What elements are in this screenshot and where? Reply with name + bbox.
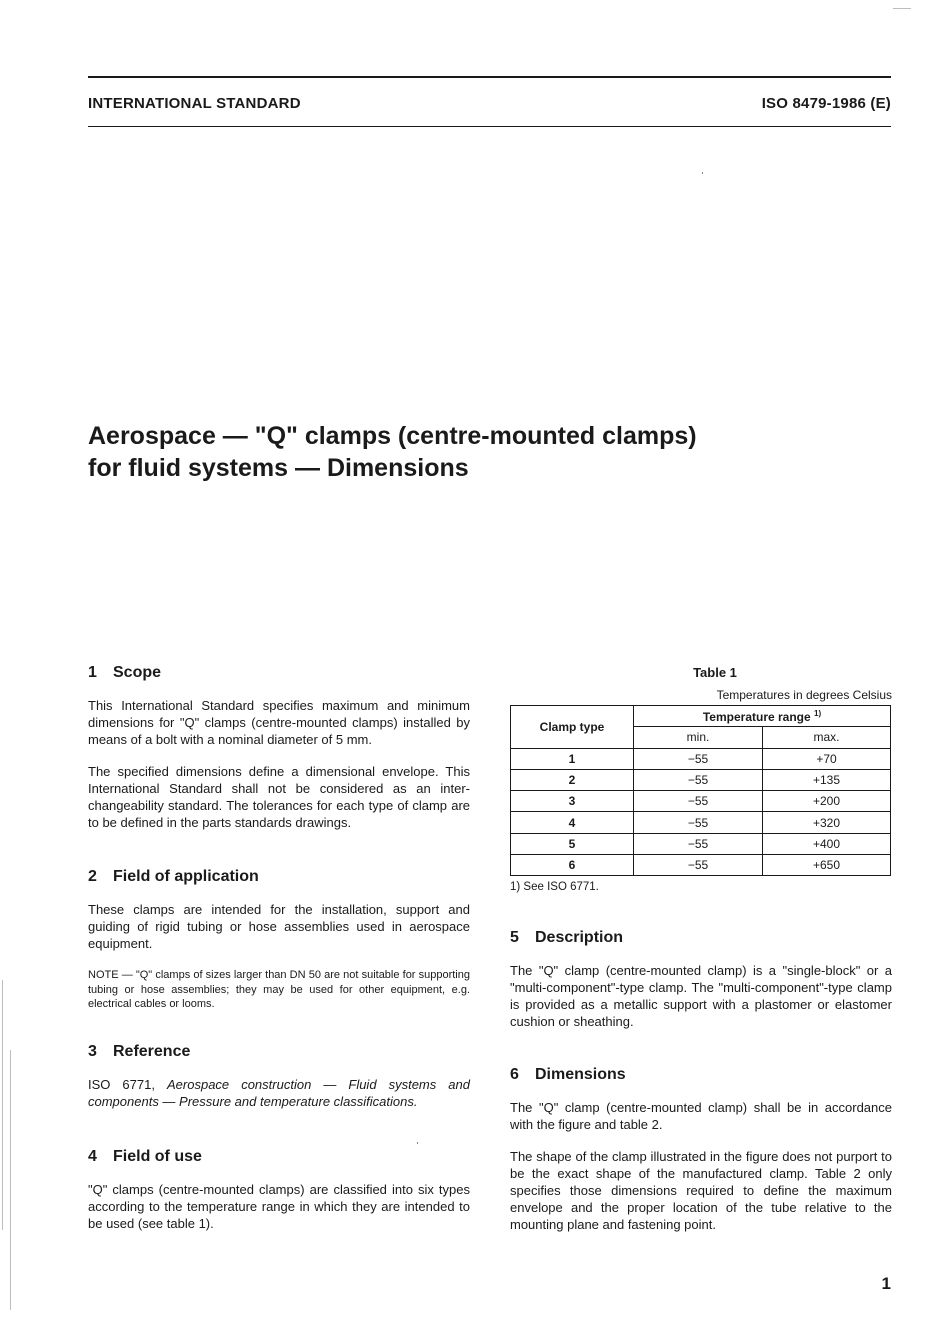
table-cell-type: 6 [511,855,634,876]
table-cell-min: −55 [634,812,763,833]
table-units-note: Temperatures in degrees Celsius [716,688,892,702]
section-title: Scope [113,664,162,681]
header-bottom-rule [88,126,891,127]
section-heading-reference [88,1041,470,1063]
reference-paragraph [88,1076,470,1110]
section-number: 3 [88,1042,97,1060]
footnote-marker: 1) [814,708,822,718]
table-cell-type: 1 [511,748,634,769]
scan-margin-line [2,980,3,1230]
scan-margin-line [10,1050,11,1310]
section-number: 2 [88,868,97,885]
dimensions-paragraph-2: The shape of the clamp illustrated in the figure does not purport to be the exact shape of the manufactured clamp. Table 2 only specifies those dimensions required to define the maximum envelope and the proper location of the tube relative to the mounting plane and fastening point. [510,1149,892,1233]
field-of-use-paragraph: "Q" clamps (centre-mounted clamps) are classified into six types according to the temperature range in which they are intended to be used (see table 1). [88,1181,470,1231]
table-cell-min: −55 [634,769,763,790]
reference-code: ISO 6771, [88,1076,168,1092]
scope-paragraph-2: The specified dimensions define a dimensional envelope. This International Standard shall not be considered as an inter-changeability standard. The tolerances for each type of clamp are to be defined in the parts standards drawings. [88,764,470,830]
table-cell-type: 4 [511,812,634,833]
table-header-clamp-type: Clamp type [511,706,634,749]
page-number: 1 [881,1274,891,1293]
table-header-temperature-range [634,706,891,727]
section-title: Dimensions [535,1066,626,1084]
description-paragraph: The "Q" clamp (centre-mounted clamp) is a "single-block" or a "multi-component"-type clamp. The "multi-component"-type clamp is provided as a metallic support with a plastomer or elastomer cushion or sheathing. [510,963,892,1030]
table-cell-max: +650 [763,855,891,876]
header-top-rule [88,76,891,78]
table-cell-max: +70 [763,748,891,769]
table-header-max: max. [763,727,891,748]
table-cell-min: −55 [634,748,763,769]
table-caption: Table 1 [693,665,737,680]
field-of-application-note: NOTE — "Q" clamps of sizes larger than DN 50 are not suitable for supporting tubing or hose assemblies; they may be used for other equipment, e.g. electrical cables or looms. [88,969,470,1010]
document-title [88,420,908,484]
standard-number-label: ISO 8479-1986 (E) [761,95,891,112]
table-footnote: 1) See ISO 6771. [510,881,599,894]
table-cell-min: −55 [634,833,763,854]
document-title-line-1: Aerospace — "Q" clamps (centre-mounted clamps) [88,422,697,450]
table-row [511,791,891,812]
table-row [511,855,891,876]
table-row [511,833,891,854]
section-number: 1 [88,664,97,681]
section-title: Description [535,929,624,947]
section-heading-field-of-use [88,1146,470,1168]
scan-corner-mark [893,8,911,9]
section-title: Field of use [113,1147,202,1165]
table-header-min: min. [634,727,763,748]
field-of-application-paragraph: These clamps are intended for the installation, support and guiding of rigid tubing or hose assemblies used in aerospace equipment. [88,902,470,951]
table-cell-max: +320 [763,812,891,833]
section-title: Reference [113,1042,191,1060]
table-cell-max: +135 [763,769,891,790]
document-title-line-2: for fluid systems — Dimensions [88,454,469,482]
table-row [511,812,891,833]
section-number: 4 [88,1147,97,1165]
section-heading-dimensions [510,1064,892,1086]
right-column [510,662,892,1233]
table-cell-max: +200 [763,791,891,812]
section-heading-description [510,927,892,949]
scan-speck [702,172,703,174]
section-number: 5 [510,929,519,947]
scope-paragraph-1: This International Standard specifies maximum and minimum dimensions for "Q" clamps (centre-mounted clamps) installed by means of a bolt with a nominal diameter of 5 mm. [88,698,470,747]
table-cell-max: +400 [763,833,891,854]
table-header-temperature-range-label: Temperature range [702,709,811,724]
section-heading-scope [88,662,470,684]
table-row [511,769,891,790]
table-cell-type: 2 [511,769,634,790]
left-column [88,662,470,1232]
section-title: Field of application [113,868,259,885]
section-heading-field-of-application [88,866,470,888]
reference-title: Aerospace construction — Fluid systems and components — Pressure and temperature classifications. [88,1076,470,1109]
dimensions-paragraph-1: The "Q" clamp (centre-mounted clamp) shall be in accordance with the figure and table 2. [510,1100,892,1133]
table-cell-type: 3 [511,791,634,812]
section-number: 6 [510,1066,519,1084]
table-cell-type: 5 [511,833,634,854]
table-cell-min: −55 [634,855,763,876]
table-cell-min: −55 [634,791,763,812]
document-type-label: INTERNATIONAL STANDARD [88,95,301,112]
table-row [511,748,891,769]
temperature-table [510,705,891,876]
